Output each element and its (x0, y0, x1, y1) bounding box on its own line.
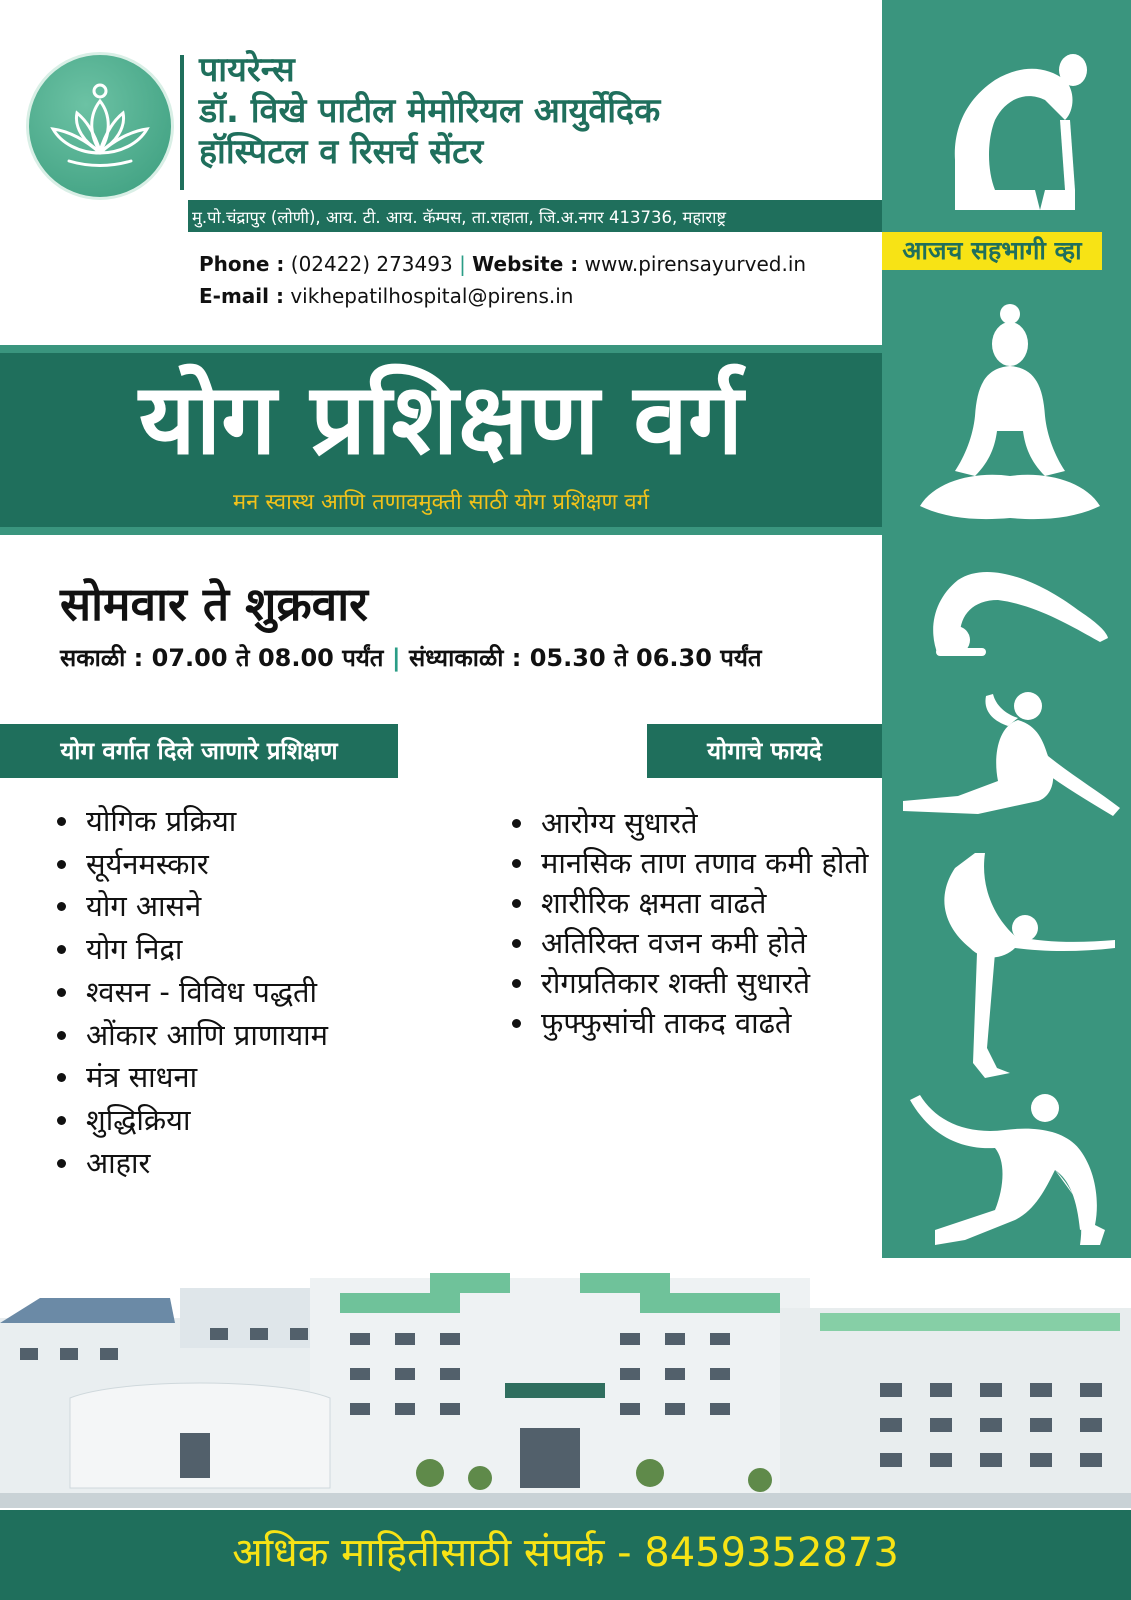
list-item: • श्वसन - विविध पद्धती (82, 971, 442, 1014)
benefits-heading: योगाचे फायदे (647, 724, 882, 778)
training-list (56, 800, 442, 1184)
list-item: • योग निद्रा (82, 928, 442, 971)
website-label: Website : (472, 252, 579, 276)
yoga-dancer-pose-icon (915, 848, 1120, 1083)
benefits-list (511, 803, 897, 1043)
yoga-seated-twist-icon (898, 686, 1123, 821)
contact-info (199, 248, 806, 312)
list-item: • फुफ्फुसांची ताकद वाढते (537, 1003, 897, 1043)
morning-time: सकाळी : 07.00 ते 08.00 पर्यंत (60, 644, 384, 672)
organization-name (199, 50, 660, 173)
list-item: • अतिरिक्त वजन कमी होते (537, 923, 897, 963)
time-separator: | (391, 644, 401, 672)
organization-name-line1: पायरेन्स (199, 50, 295, 90)
evening-time: संध्याकाळी : 05.30 ते 06.30 पर्यंत (408, 644, 762, 672)
page-subtitle: मन स्वास्थ आणि तणावमुक्ती साठी योग प्रशिक्षण वर्ग (232, 490, 649, 515)
header-divider (180, 55, 184, 190)
email-link[interactable]: vikhepatilhospital@pirens.in (290, 284, 574, 308)
list-item: • रोगप्रतिकार शक्ती सुधारते (537, 963, 897, 1003)
phone-number[interactable]: (02422) 273493 (290, 252, 453, 276)
schedule-times (60, 641, 762, 674)
yoga-meditation-icon (915, 296, 1105, 526)
list-item: • आरोग्य सुधारते (537, 803, 897, 843)
hospital-building-image (0, 1258, 1131, 1508)
yoga-camel-pose-icon (925, 40, 1095, 215)
yoga-kapotasana-icon (905, 1090, 1115, 1255)
page-title: योग प्रशिक्षण वर्ग (138, 363, 744, 477)
lotus-logo-icon (26, 52, 174, 200)
yoga-plough-pose-icon (918, 560, 1113, 660)
address-text: मु.पो.चंद्रापुर (लोणी), आय. टी. आय. कॅम्पस, ता.राहाता, जि.अ.नगर 413736, महाराष्ट्र (192, 208, 727, 227)
list-item: • मानसिक ताण तणाव कमी होतो (537, 843, 897, 883)
training-heading: योग वर्गात दिले जाणारे प्रशिक्षण (0, 724, 398, 778)
website-link[interactable]: www.pirensayurved.in (584, 252, 807, 276)
list-item: • शुद्धिक्रिया (82, 1099, 442, 1142)
list-item: • योगिक प्रक्रिया (82, 800, 442, 843)
schedule-days: सोमवार ते शुक्रवार (60, 577, 368, 631)
contact-separator: | (459, 252, 466, 276)
list-item: • सूर्यनमस्कार (82, 843, 442, 886)
list-item: • ओंकार आणि प्राणायाम (82, 1014, 442, 1057)
email-label: E-mail : (199, 284, 284, 308)
organization-name-line3: हॉस्पिटल व रिसर्च सेंटर (199, 132, 484, 172)
join-today-badge: आजच सहभागी व्हा (882, 232, 1102, 270)
list-item: • शारीरिक क्षमता वाढते (537, 883, 897, 923)
footer-contact[interactable]: अधिक माहितीसाठी संपर्क - 8459352873 (232, 1530, 899, 1576)
list-item: • योग आसने (82, 885, 442, 928)
organization-name-line2: डॉ. विखे पाटील मेमोरियल आयुर्वेदिक (199, 91, 661, 131)
list-item: • आहार (82, 1142, 442, 1185)
list-item: • मंत्र साधना (82, 1056, 442, 1099)
phone-label: Phone : (199, 252, 285, 276)
